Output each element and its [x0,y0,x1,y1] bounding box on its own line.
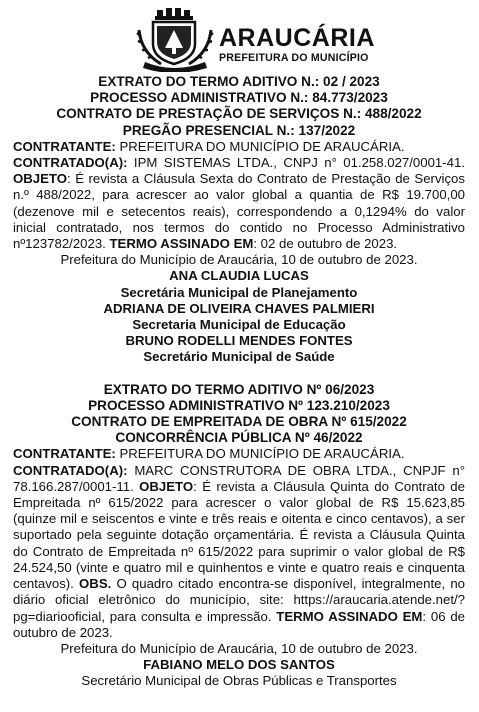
objeto-value: : É revista a Cláusula Quinta do Contrato de Empreitada nº 615/2022 para acrescer o valor global de R$ 15.623,85 (quinze mil e seiscentos e vinte e três reais e oitenta e cinco centavos), a ser suportado pela seguinte dotação orçamentária. É revista a Cláusula Quinta do Contrato de Empreitada nº 615/2022 para suprimir o valor global de R$ 24.524,50 (vinte e quatro mil e quinhentos e vinte e quatro reais e cinquenta centavos). [13,478,465,592]
extract-2-contratante [13,446,465,462]
obs-label: OBS. [79,576,112,592]
signatory-name: BRUNO RODELLI MENDES FONTES [125,333,353,349]
extract-2-contract: CONTRATO DE EMPREITADA DE OBRA Nº 615/2022 [71,414,407,430]
extract-1-body [13,155,465,252]
signatory-name: FABIANO MELO DOS SANTOS [143,657,335,673]
obs-value: O quadro citado encontra-se disponível, integralmente, no diário oficial eletrônico do município, site: [13,576,465,608]
extract-2-titles [13,382,465,447]
contratante-label: CONTRATANTE: [13,446,116,462]
signatory-name: ANA CLAUDIA LUCAS [169,268,309,284]
contratado-value: IPM SISTEMAS LTDA., CNPJ n° 01.258.027/0001-41. [127,155,465,171]
extract-1 [13,74,465,366]
signatory-role: Secretária Municipal de Planejamento [120,284,358,300]
signatory-role: Secretaria Municipal de Educação [132,317,346,333]
signatory-role: Secretário Municipal de Obras Públicas e Transportes [81,673,397,689]
assinado-label: TERMO ASSINADO EM [109,236,254,252]
diario-oficial-link[interactable]: https://araucaria.atende.net/?pg=diariooficial [13,592,465,624]
contratado-label: CONTRATADO(A): [13,155,128,171]
contratado-value: MARC CONSTRUTORA DE OBRA LTDA., CNPJF n° 78.166.287/0001-11. [13,462,465,494]
contratante-label: CONTRATANTE: [13,138,116,154]
extract-1-place-date: Prefeitura do Município de Araucária, 10 de outubro de 2023. [60,252,418,268]
extract-1-bidding: PREGÃO PRESENCIAL N.: 137/2022 [122,122,356,138]
contratante-value: PREFEITURA DO MUNICÍPIO DE ARAUCÁRIA. [115,138,405,154]
brand-subtitle: PREFEITURA DO MUNICÍPIO [219,52,369,64]
contratado-label: CONTRATADO(A): [13,462,128,478]
objeto-value: : É revista a Cláusula Sexta do Contrato de Prestação de Serviços n.º 488/2022, para acrescer ao valor global a quantia de R$ 19.700,00 (dezenove mil e setecentos reais), correspondendo a 0,1294% do valor inicial contratado, nos termos do contido no Processo Administrativo nº123782/2023. [13,171,465,252]
extract-1-contract: CONTRATO DE PRESTAÇÃO DE SERVIÇOS N.: 488/2022 [56,106,422,122]
extract-2-title: EXTRATO DO TERMO ADITIVO Nº 06/2023 [103,381,375,397]
objeto-label: OBJETO [139,478,194,494]
extract-2 [13,382,465,690]
extract-1-contratante [13,139,465,155]
contratante-value: PREFEITURA DO MUNICÍPIO DE ARAUCÁRIA. [115,446,405,462]
assinado-label: TERMO ASSINADO EM [276,608,423,624]
extract-2-process: PROCESSO ADMINISTRATIVO Nº 123.210/2023 [88,397,390,413]
extract-2-bidding: CONCORRÊNCIA PÚBLICA Nº 46/2022 [115,430,363,446]
extract-2-place-date: Prefeitura do Município de Araucária, 10 de outubro de 2023. [60,640,418,656]
objeto-label: OBJETO [13,171,67,187]
brand-block [219,26,375,64]
page-header [13,0,465,74]
signatory-name: ADRIANA DE OLIVEIRA CHAVES PALMIERI [103,300,375,316]
assinado-value: : 02 de outubro de 2023. [253,236,398,252]
extract-2-signatures [13,657,465,689]
extract-2-body [13,463,465,641]
signatory-role: Secretário Municipal de Saúde [143,349,335,365]
municipal-coat-of-arms-logo [135,8,215,72]
extract-1-signatures [13,268,465,365]
brand-name: ARAUCÁRIA [219,24,375,52]
section-gap [13,366,465,382]
extract-1-title: EXTRATO DO TERMO ADITIVO N.: 02 / 2023 [98,74,380,89]
obs-tail: , para consulta e impressão. [101,608,277,624]
assinado-value: : 06 de outubro de 2023. [13,608,465,640]
extract-1-titles [13,74,465,139]
extract-1-process: PROCESSO ADMINISTRATIVO N.: 84.773/2023 [90,90,388,106]
